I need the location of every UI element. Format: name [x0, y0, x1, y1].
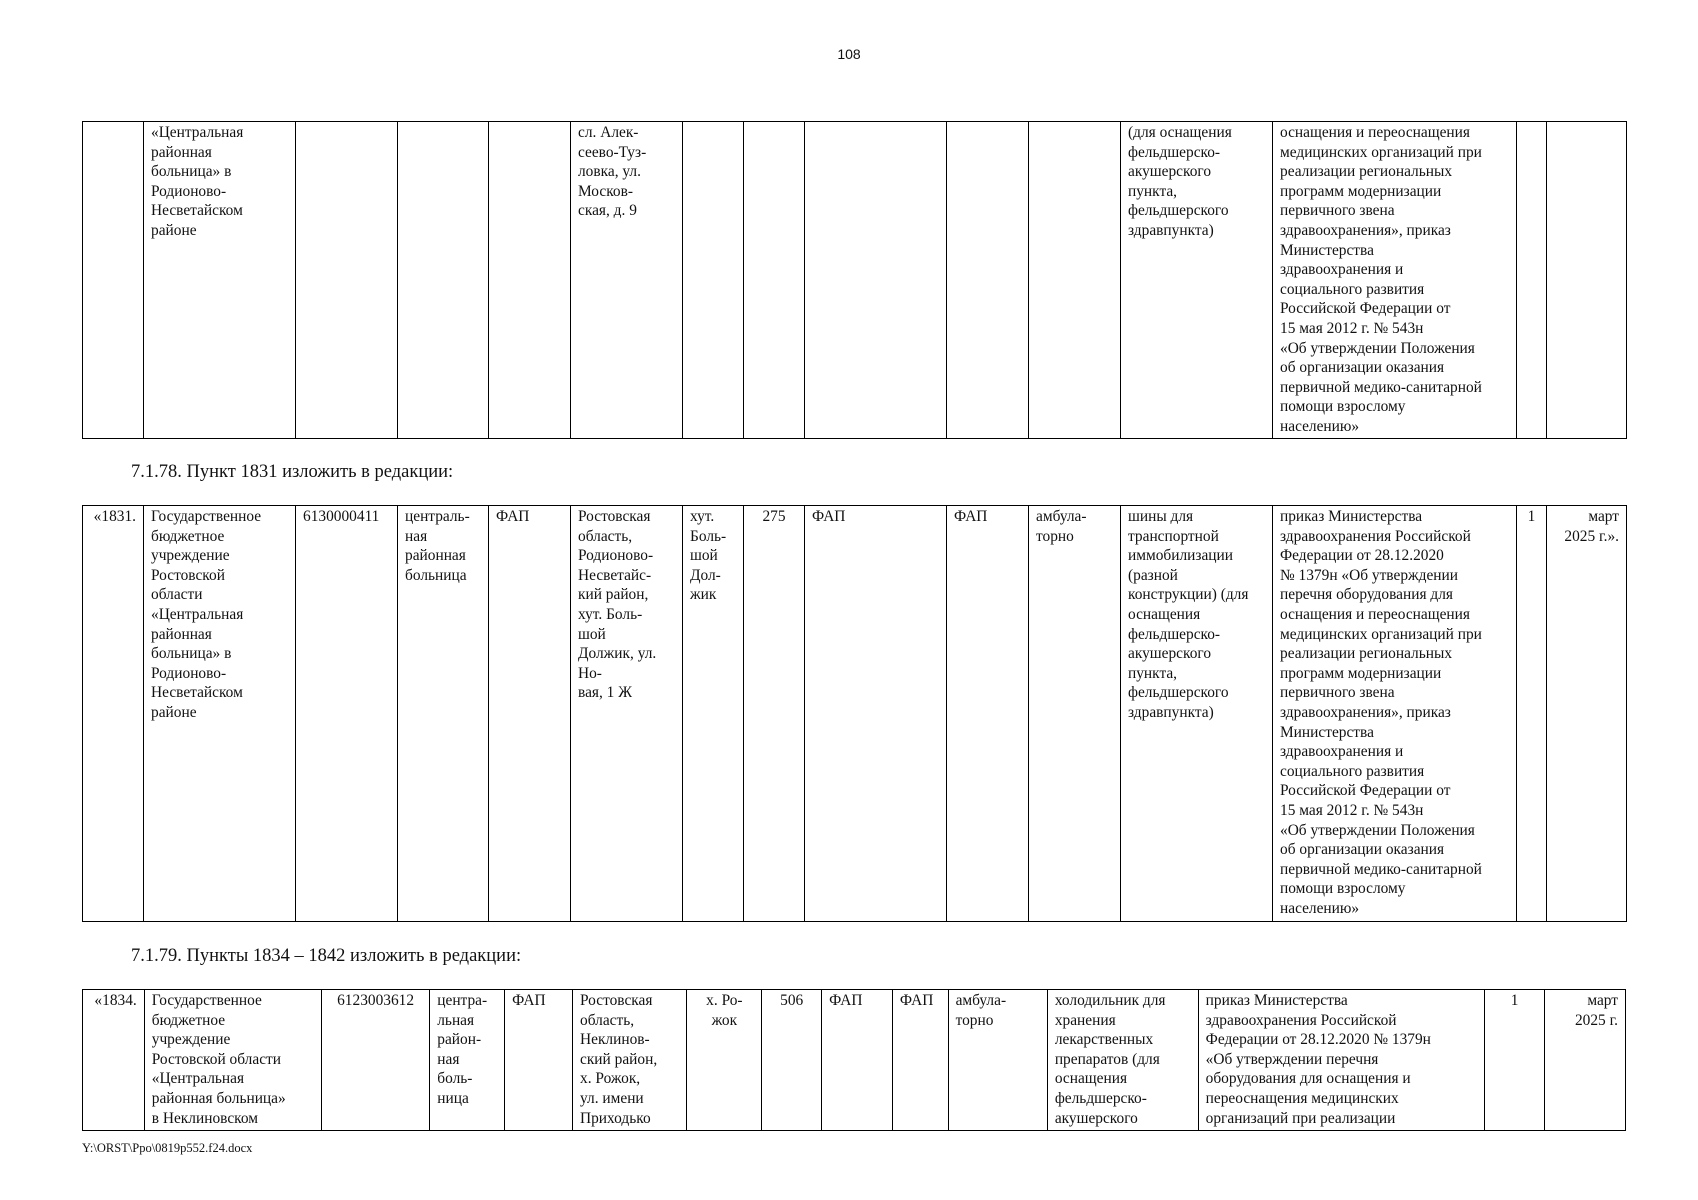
cell-deadline: март 2025 г.».: [1547, 506, 1627, 922]
cell-organization: «Центральная районная больница» в Родионово- Несветайском районе: [144, 122, 296, 439]
cell-address: сл. Алек- сеево-Туз- ловка, ул. Москов- ская, д. 9: [571, 122, 683, 439]
cell-qty: [1517, 122, 1547, 439]
cell-unit-type: ФАП: [489, 506, 571, 922]
cell-deadline: март 2025 г.: [1544, 990, 1625, 1131]
cell-equipment: шины для транспортной иммобилизации (разной конструкции) (для оснащения фельдшерско- акушерского пункта, фельдшерского здравпункта): [1121, 506, 1273, 922]
cell-org-type: центра- льная район- ная боль- ница: [430, 990, 505, 1131]
cell-locality: х. Ро- жок: [687, 990, 762, 1131]
cell-locality: хут. Боль- шой Дол- жик: [683, 506, 744, 922]
cell-org-type: централь- ная районная больница: [398, 506, 489, 922]
cell-inn: [296, 122, 398, 439]
cell-equipment: холодильник для хранения лекарственных препаратов (для оснащения фельдшерско- акушерского: [1047, 990, 1198, 1131]
page-number: 108: [837, 46, 861, 62]
cell-unit1: ФАП: [805, 506, 947, 922]
cell-unit1: [805, 122, 947, 439]
table-row: [83, 506, 1627, 922]
cell-number: «1831.: [83, 506, 144, 922]
cell-basis: оснащения и переоснащения медицинских организаций при реализации региональных программ модернизации первичного звена здравоохранения», приказ Министерства здравоохранения и социального развития Российской Федерации от 15 мая 2012 г. № 543н «Об утверждении Положения об организации оказания первичной медико-санитарной помощи взрослому населению»: [1273, 122, 1517, 439]
cell-unit-type: ФАП: [505, 990, 573, 1131]
cell-unit2: ФАП: [947, 506, 1029, 922]
table-row: [83, 122, 1627, 439]
table-continuation: [82, 121, 1627, 439]
cell-unit-type: [489, 122, 571, 439]
cell-population: [744, 122, 805, 439]
cell-unit2: [947, 122, 1029, 439]
cell-org-type: [398, 122, 489, 439]
cell-equipment: (для оснащения фельдшерско- акушерского пункта, фельдшерского здравпункта): [1121, 122, 1273, 439]
cell-care-form: амбула- торно: [1029, 506, 1121, 922]
cell-care-form: амбула- торно: [948, 990, 1047, 1131]
cell-address: Ростовская область, Неклинов- ский район, х. Рожок, ул. имени Приходько: [573, 990, 687, 1131]
cell-address: Ростовская область, Родионово- Несветайс- кий район, хут. Боль- шой Должик, ул. Но- вая, 1 Ж: [571, 506, 683, 922]
cell-population: 275: [744, 506, 805, 922]
cell-basis: приказ Министерства здравоохранения Российской Федерации от 28.12.2020 № 1379н «Об утверждении перечня оборудования для оснащения и переоснащения медицинских организаций при реализации региональных программ модернизации первичного звена здравоохранения», приказ Министерства здравоохранения и социального развития Российской Федерации от 15 мая 2012 г. № 543н «Об утверждении Положения об организации оказания первичной медико-санитарной помощи взрослому населению»: [1273, 506, 1517, 922]
cell-inn: 6123003612: [321, 990, 429, 1131]
cell-qty: 1: [1485, 990, 1545, 1131]
cell-organization: Государственное бюджетное учреждение Ростовской области «Центральная районная больница» в Неклиновском: [144, 990, 321, 1131]
cell-deadline: [1547, 122, 1627, 439]
cell-basis: приказ Министерства здравоохранения Российской Федерации от 28.12.2020 № 1379н «Об утверждении перечня оборудования для оснащения и переоснащения медицинских организаций при реализации: [1198, 990, 1485, 1131]
cell-qty: 1: [1517, 506, 1547, 922]
cell-number: «1834.: [83, 990, 145, 1131]
cell-care-form: [1029, 122, 1121, 439]
paragraph-7-1-78: 7.1.78. Пункт 1831 изложить в редакции:: [131, 462, 454, 482]
cell-number: [83, 122, 144, 439]
cell-inn: 6130000411: [296, 506, 398, 922]
paragraph-7-1-79: 7.1.79. Пункты 1834 – 1842 изложить в редакции:: [131, 946, 522, 966]
cell-locality: [683, 122, 744, 439]
cell-organization: Государственное бюджетное учреждение Ростовской области «Центральная районная больница» в Родионово- Несветайском районе: [144, 506, 296, 922]
footer-file-path: Y:\ORST\Ppo\0819p552.f24.docx: [82, 1141, 253, 1155]
table-item-1831: [82, 505, 1627, 922]
table-row: [83, 990, 1626, 1131]
cell-population: 506: [762, 990, 822, 1131]
table-item-1834: [82, 989, 1626, 1131]
cell-unit1: ФАП: [822, 990, 893, 1131]
cell-unit2: ФАП: [892, 990, 948, 1131]
